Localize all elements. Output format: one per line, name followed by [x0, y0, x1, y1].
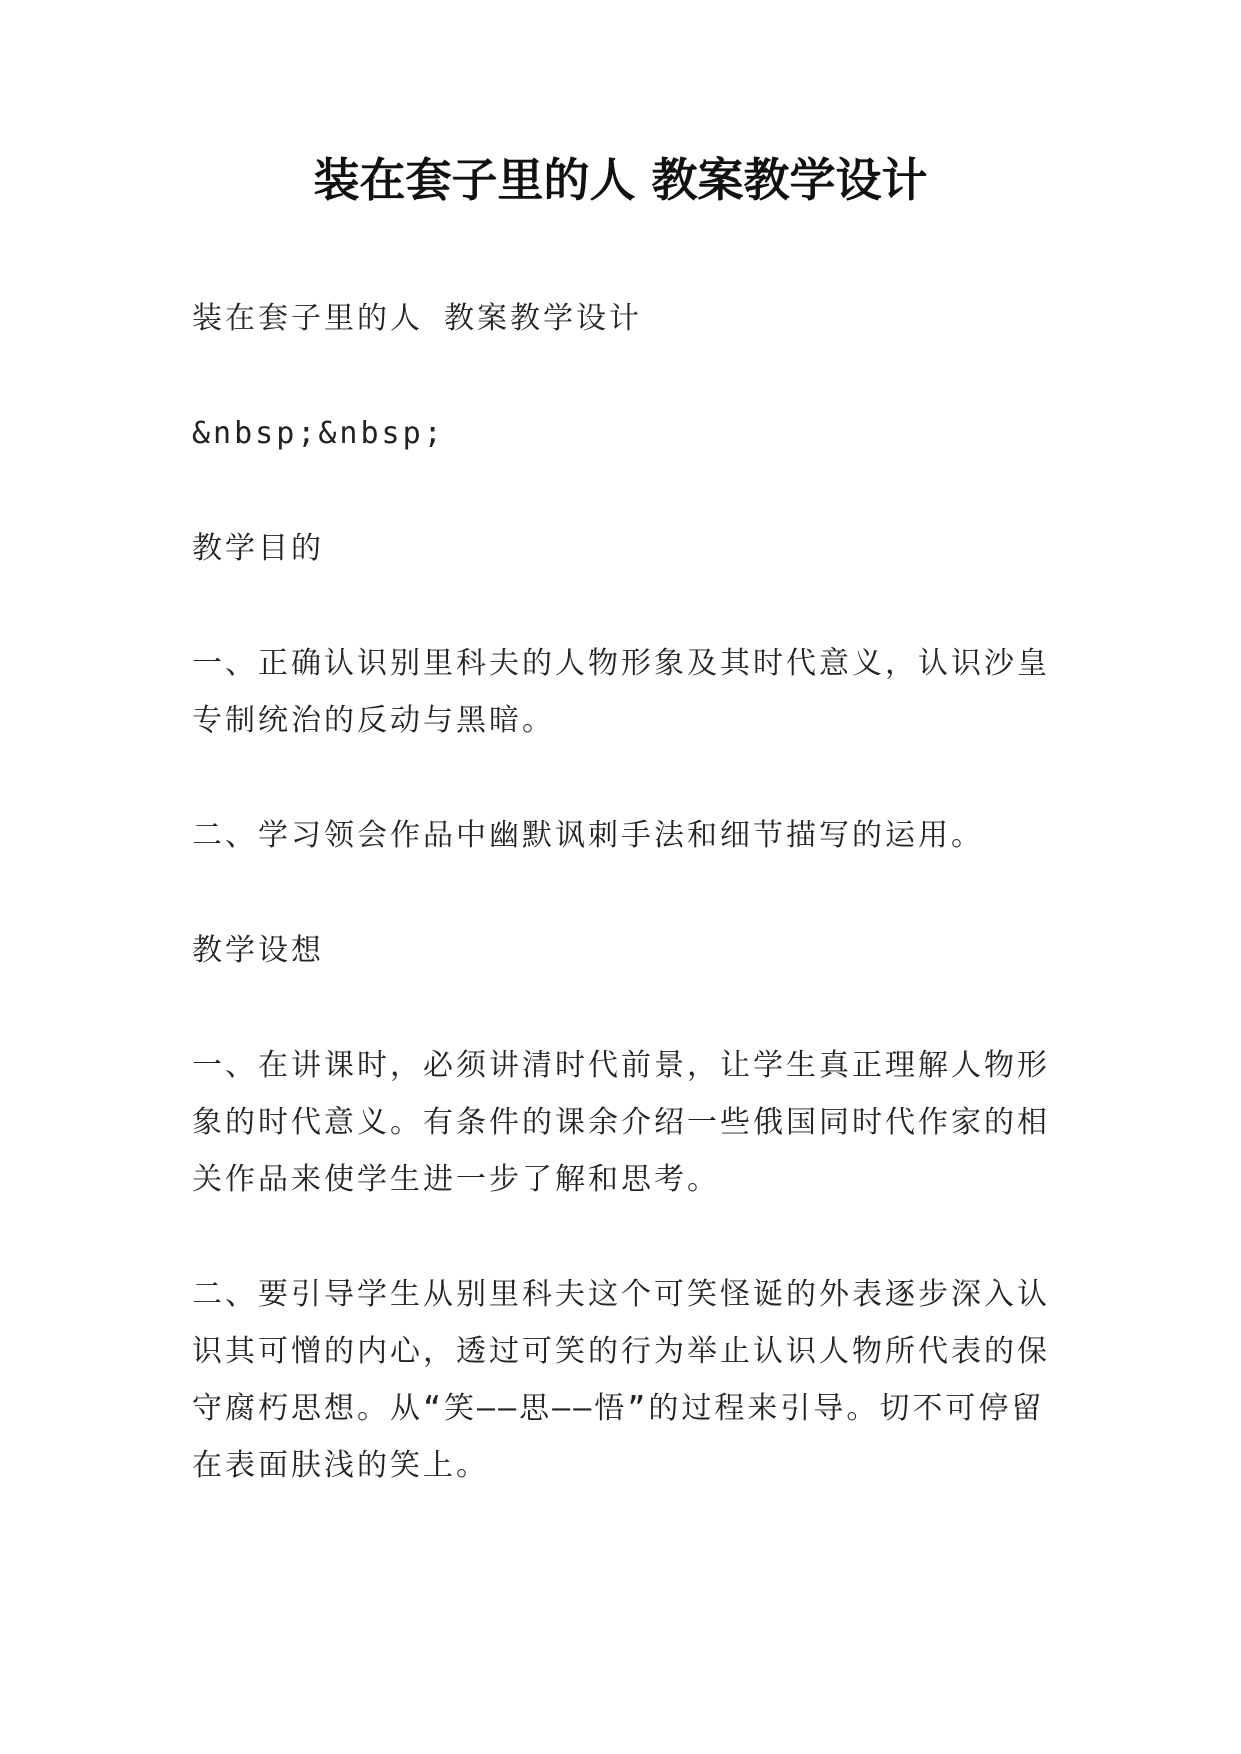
paragraph-spacer [192, 462, 1062, 520]
paragraph-objective-2: 二、学习领会作品中幽默讽刺手法和细节描写的运用。 [192, 818, 984, 853]
paragraph-spacer [192, 979, 1062, 1037]
paragraph-spacer [192, 577, 1062, 635]
paragraph-subtitle: 装在套子里的人 教案教学设计 [192, 301, 643, 336]
paragraph-spacer [192, 864, 1062, 922]
document-body [192, 290, 1062, 1494]
paragraph-objective-1: 一、正确认识别里科夫的人物形象及其时代意义，认识沙皇专制统治的反动与黑暗。 [192, 646, 1050, 738]
paragraph-spacer [192, 1208, 1062, 1266]
document-title: 装在套子里的人 教案教学设计 [313, 153, 928, 207]
paragraph-plan-1: 一、在讲课时，必须讲清时代前景，让学生真正理解人物形象的时代意义。有条件的课余介绍一些俄国同时代作家的相关作品来使学生进一步了解和思考。 [192, 1048, 1050, 1197]
paragraph-spacer [192, 347, 1062, 405]
section-heading-objectives: 教学目的 [192, 531, 324, 566]
paragraph-nbsp: &nbsp;&nbsp; [192, 416, 445, 451]
paragraph-plan-2: 二、要引导学生从别里科夫这个可笑怪诞的外表逐步深入认识其可憎的内心，透过可笑的行为举止认识人物所代表的保守腐朽思想。从“笑——思——悟”的过程来引导。切不可停留在表面肤浅的笑上。 [192, 1277, 1050, 1483]
paragraph-spacer [192, 749, 1062, 807]
section-heading-plan: 教学设想 [192, 933, 324, 968]
